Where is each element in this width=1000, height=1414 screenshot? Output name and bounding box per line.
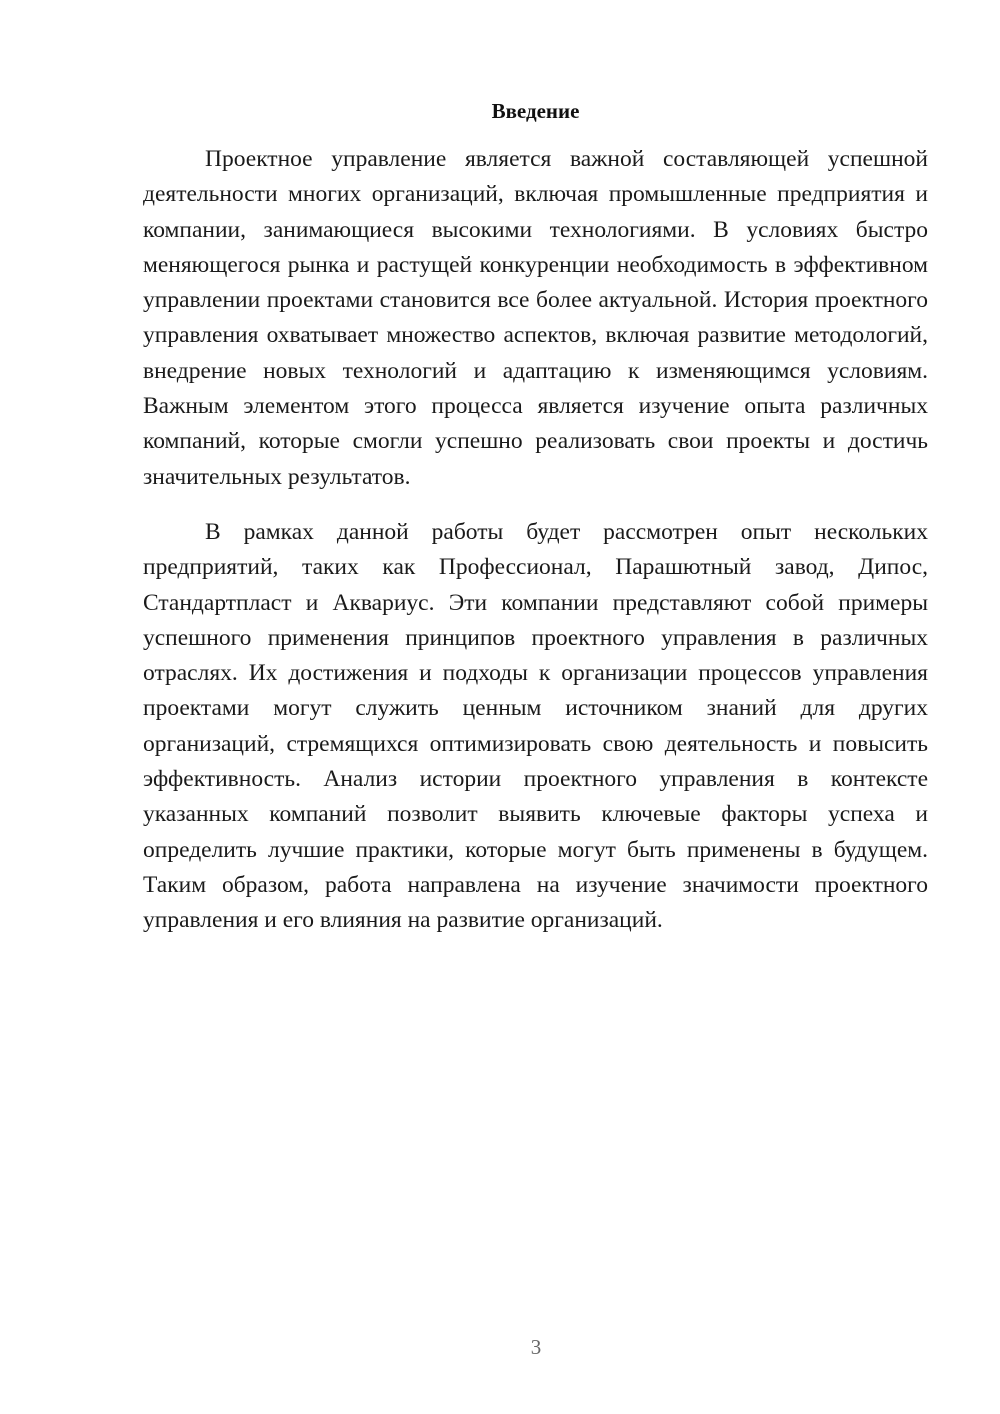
- section-heading: Введение: [491, 99, 580, 123]
- page-number: 3: [530, 1335, 542, 1359]
- paragraph-2: В рамках данной работы будет рассмотрен опыт нескольких предприятий, таких как Профессионал, Парашютный завод, Дипос, Стандартпласт и Аквариус. Эти компании представляют собой примеры успешного применения принципов проектного управления в различных отраслях. Их достижения и подходы к организации процессов управления проектами могут служить ценным источником знаний для других организаций, стремящихся оптимизировать свою деятельность и повысить эффективность. Анализ истории проектного управления в контексте указанных компаний позволит выявить ключевые факторы успеха и определить лучшие практики, которые могут быть применены в будущем. Таким образом, работа направлена на изучение значимости проектного управления и его влияния на развитие организаций.: [143, 519, 928, 934]
- paragraph-1: Проектное управление является важной составляющей успешной деятельности многих организаций, включая промышленные предприятия и компании, занимающиеся высокими технологиями. В условиях быстро меняющегося рынка и растущей конкуренции необходимость в эффективном управлении проектами становится все более актуальной. История проектного управления охватывает множество аспектов, включая развитие методологий, внедрение новых технологий и адаптацию к изменяющимся условиям. Важным элементом этого процесса является изучение опыта различных компаний, которые смогли успешно реализовать свои проекты и достичь значительных результатов.: [143, 146, 928, 490]
